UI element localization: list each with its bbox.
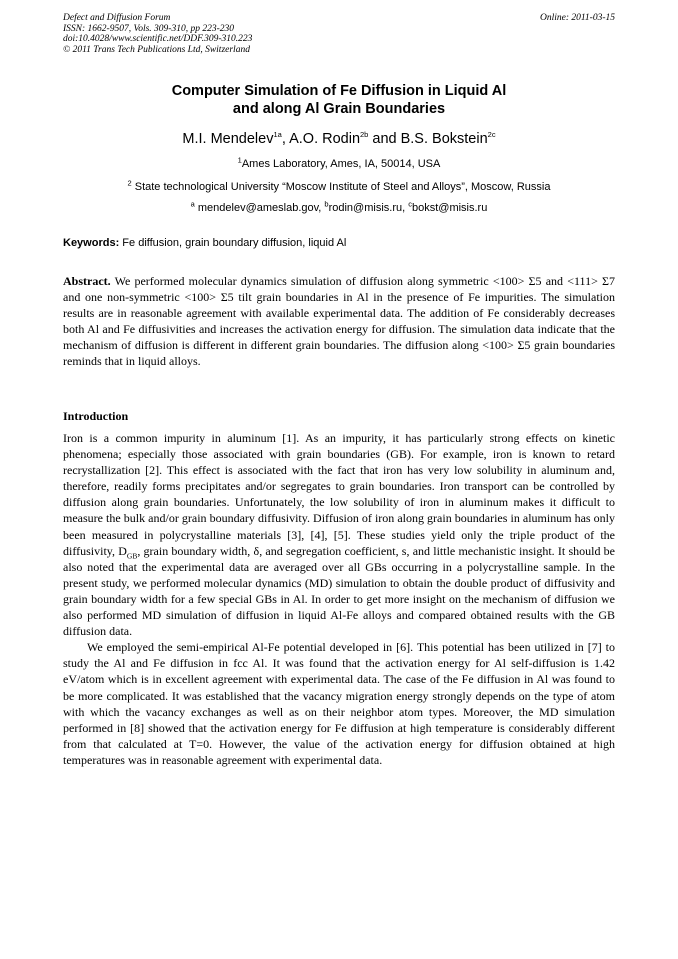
affiliation-1 [0, 157, 678, 171]
author-list [0, 130, 678, 148]
online-date: Online: 2011-03-15 [539, 13, 615, 23]
introduction-body [63, 430, 615, 768]
author-separator: and [368, 131, 401, 147]
doi-line: doi:10.4028/www.scientific.net/DDF.309-310.223 [63, 34, 253, 44]
abstract-text: We performed molecular dynamics simulation of diffusion along symmetric <100> Σ5 and <111> Σ7 and one non-symmetric <100> Σ5 tilt grain boundaries in Al in the presence of Fe impurities. The simulation results are in reasonable agreement with available experimental data. The addition of Fe considerably decreases both Al and Fe diffusivities and increases the activation energy for diffusion. The simulation data indicate that the mechanism of diffusion is different in different grain boundaries. The diffusion along <100> Σ5 grain boundaries reminds that in liquid alloys. [63, 274, 615, 369]
affiliation-mark: 1 [237, 155, 242, 165]
author-separator: , [281, 131, 290, 147]
abstract [63, 273, 615, 370]
author-name: M.I. Mendelev [182, 131, 274, 147]
email-mark: a [190, 199, 195, 209]
title-line-1: Computer Simulation of Fe Diffusion in Liquid Al [171, 83, 507, 99]
email-link[interactable]: rodin@misis.ru, [328, 202, 409, 214]
copyright-line: © 2011 Trans Tech Publications Ltd, Switzerland [63, 44, 250, 55]
email-mark: b [324, 199, 329, 209]
keywords-label: Keywords: [63, 237, 120, 249]
keywords [63, 236, 615, 250]
section-heading-introduction: Introduction [63, 409, 129, 423]
author-affiliation-mark: 2c [487, 130, 496, 140]
author-name: B.S. Bokstein [400, 131, 488, 147]
subscript: GB [126, 551, 138, 561]
title-line-2: and along Al Grain Boundaries [232, 101, 446, 117]
keywords-text: Fe diffusion, grain boundary diffusion, liquid Al [119, 237, 347, 249]
affiliation-mark: 2 [127, 178, 132, 188]
journal-name: Defect and Diffusion Forum [63, 13, 171, 23]
email-link[interactable]: bokst@misis.ru [411, 202, 488, 214]
author-name: A.O. Rodin [289, 131, 361, 147]
email-mark: c [408, 199, 412, 209]
affiliation-2 [0, 180, 678, 194]
affiliation-text: Ames Laboratory, Ames, IA, 50014, USA [241, 158, 441, 170]
email-addresses [0, 201, 678, 215]
author-affiliation-mark: 2b [360, 130, 369, 140]
journal-header [63, 13, 252, 55]
paragraph-text: , grain boundary width, δ, and segregation coefficient, s, and little mechanistic insight. It should be also noted that the experimental data are averaged over all GBs occurring in a polycrystalline sample. In the present study, we performed molecular dynamics (MD) simulation to obtain the double product of diffusivity and grain boundary width for a few special GBs in Al. In order to get more insight on the mechanism of diffusion we also performed MD simulation of diffusion in liquid Al-Fe alloys and compared obtained results with the GB diffusion data. [63, 543, 616, 639]
paper-title [0, 82, 678, 118]
paragraph [63, 430, 615, 639]
email-link[interactable]: mendelev@ameslab.gov, [194, 202, 325, 214]
abstract-label: Abstract. [63, 274, 111, 288]
affiliation-text: State technological University “Moscow Institute of Steel and Alloys”, Moscow, Russia [131, 181, 551, 193]
author-affiliation-mark: 1a [273, 130, 282, 140]
issn-line: ISSN: 1662-9507, Vols. 309-310, pp 223-230 [63, 23, 234, 34]
paragraph-text: Iron is a common impurity in aluminum [1]. As an impurity, it has particularly strong effects on kinetic phenomena; especially those associated with grain boundaries (GB). For example, iron is known to retard recrystallization [2]. This effect is associated with the fact that iron has very low solubility in aluminum and, therefore, readily forms precipitates and/or segregates to grain boundaries. Iron transport can be controlled by diffusion along grain boundaries. Unfortunately, the low solubility of iron in aluminum makes it difficult to measure the bulk and/or grain boundary diffusivity. Diffusion of iron along grain boundaries in aluminum has only been measured in polycrystalline materials [3], [4], [5]. These studies yield only the triple product of the diffusivity, D [63, 431, 615, 558]
paragraph: We employed the semi-empirical Al-Fe potential developed in [6]. This potential has been utilized in [7] to study the Al and Fe diffusion in fcc Al. It was found that the activation energy for Al self-diffusion is 1.42 eV/atom which is in excellent agreement with experimental data. The case of the Fe diffusion in Al was found to be more complicated. It was established that the vacancy migration energy strongly depends on the type of atom with which the vacancy exchanges as well as on their neighbor atom types. Moreover, the MD simulation performed in [8] showed that the activation energy for Fe diffusion at high temperature is considerably different from that calculated at T=0. However, the value of the activation energy for diffusion obtained at high temperatures was in reasonable agreement with experimental data. [63, 640, 615, 767]
